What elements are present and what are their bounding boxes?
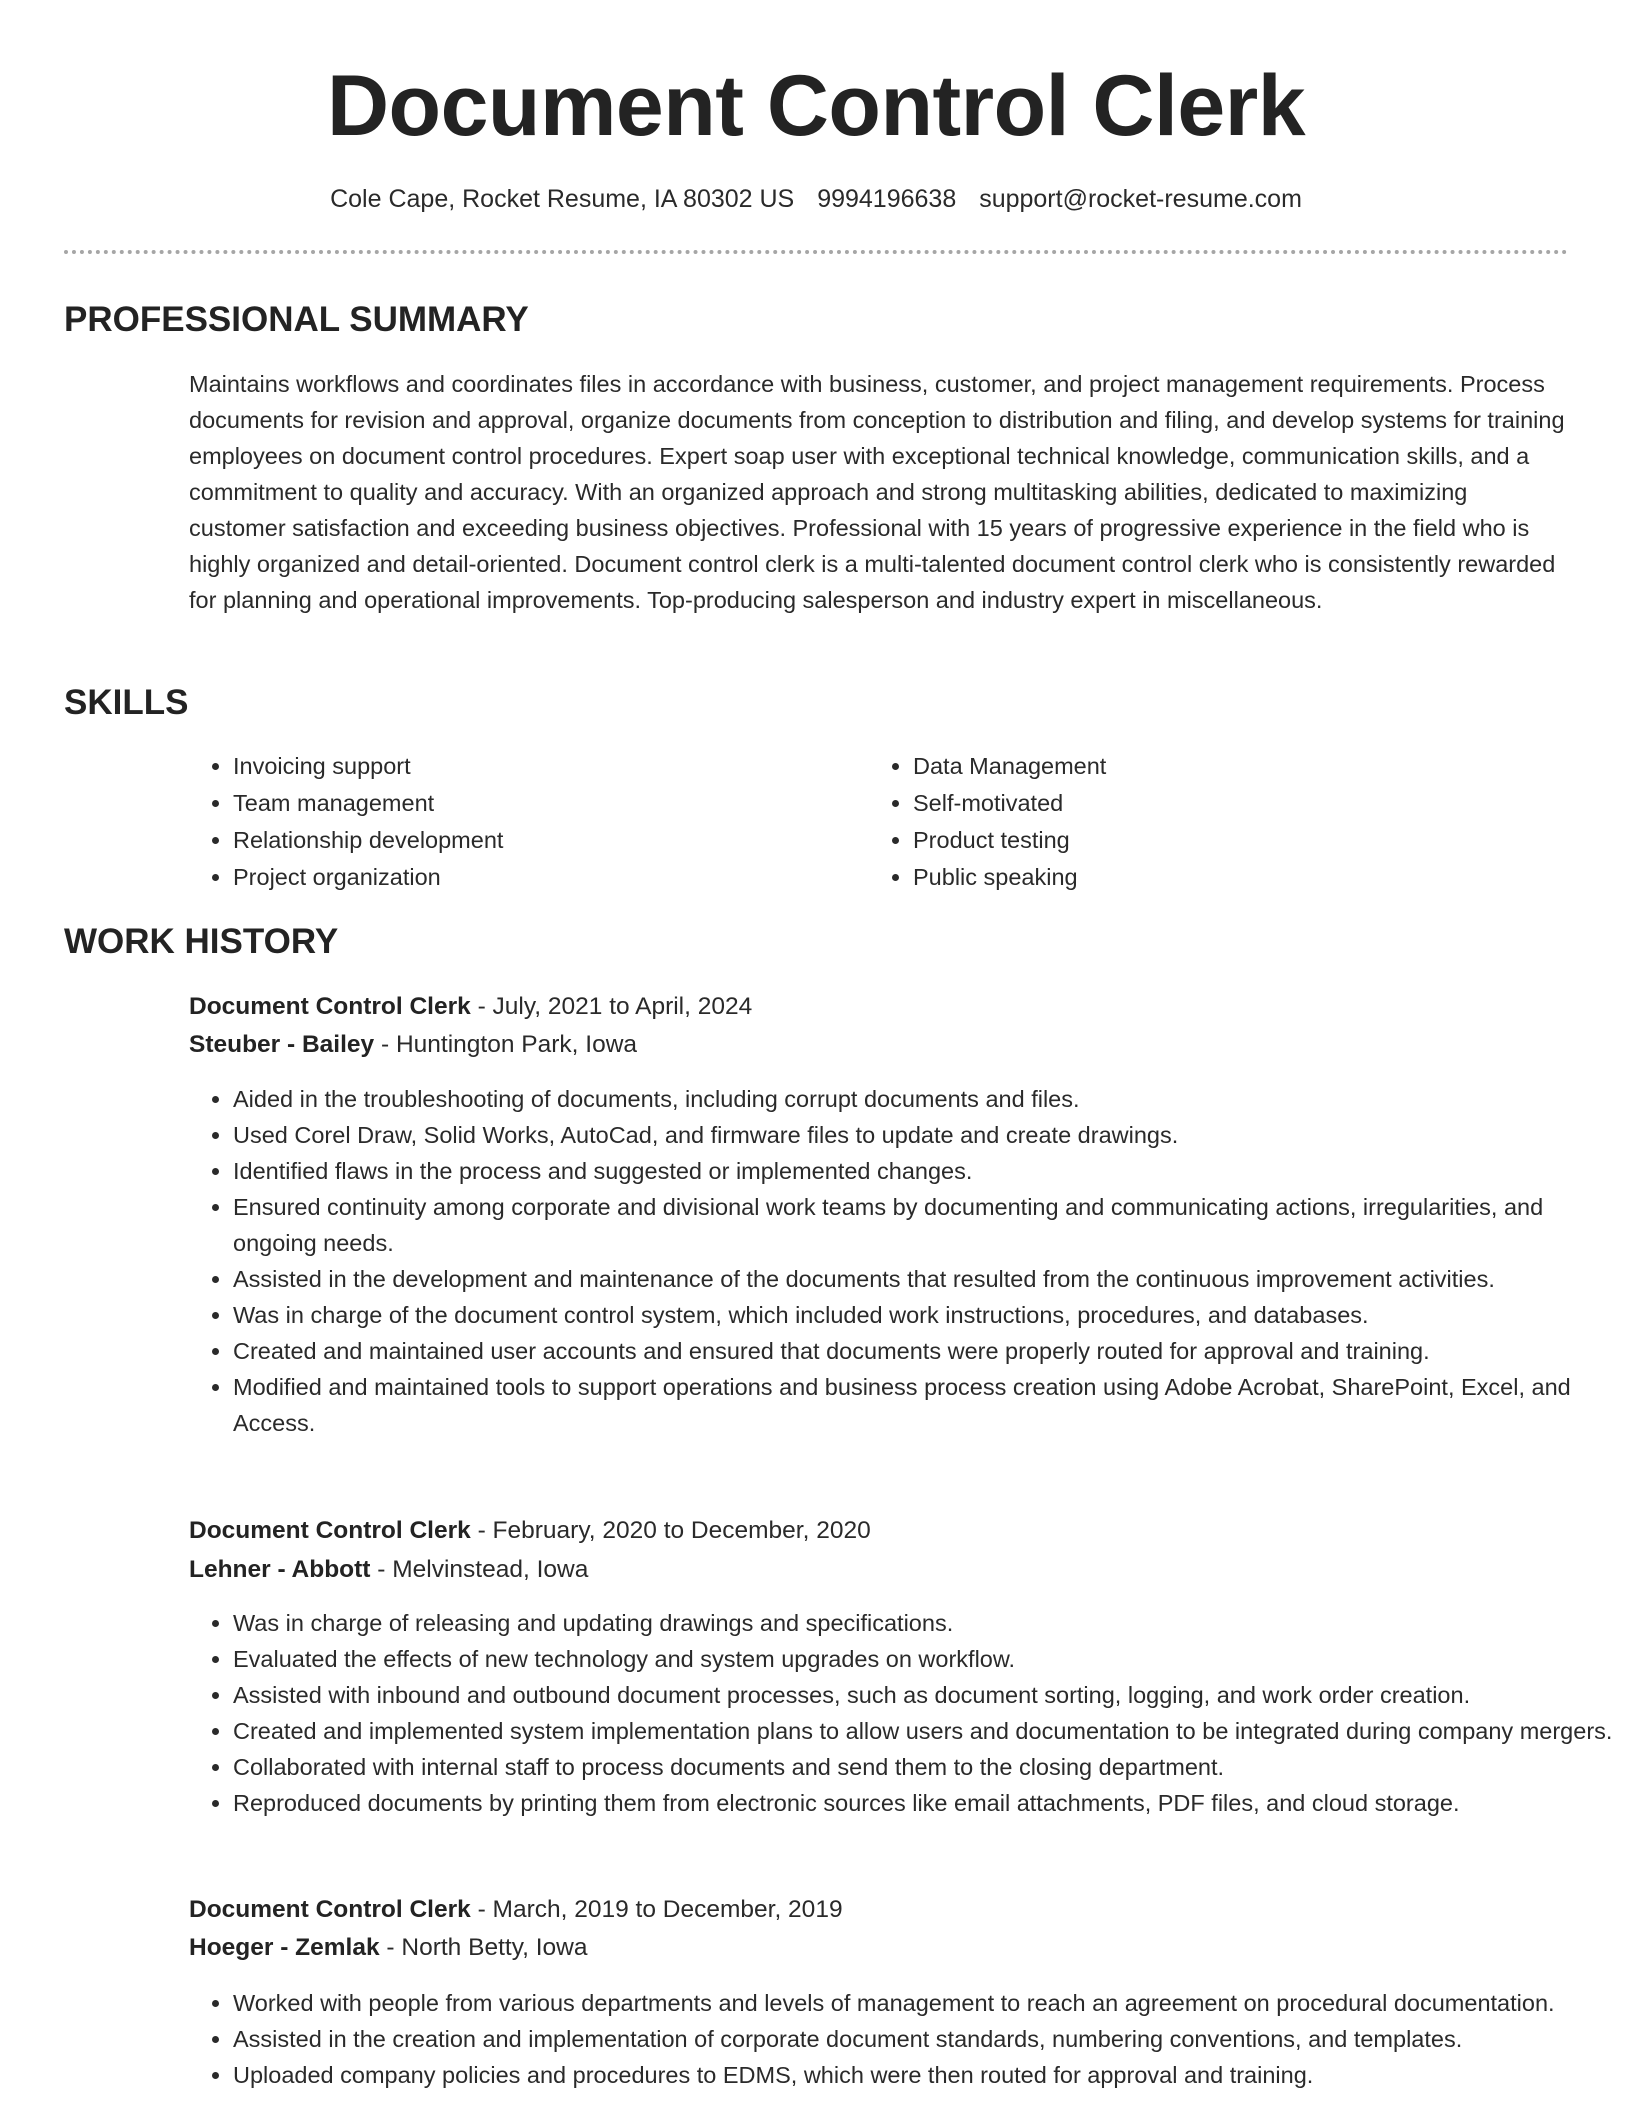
skill-item: • Public speaking	[913, 859, 1106, 896]
work-history-heading: WORK HISTORY	[64, 922, 339, 961]
job-title-line	[189, 989, 752, 1025]
job-location: - North Betty, Iowa	[379, 1934, 588, 1961]
job-bullet: • Used Corel Draw, Solid Works, AutoCad, and firmware files to update and create drawings.	[233, 1117, 1613, 1153]
contact-address: Cole Cape, Rocket Resume, IA 80302 US	[330, 185, 795, 213]
job-location: - Huntington Park, Iowa	[374, 1031, 638, 1058]
skills-list-left	[189, 748, 503, 896]
skills-heading: SKILLS	[64, 683, 189, 722]
job-bullet: • Was in charge of the document control system, which included work instructions, procedures, and databases.	[233, 1297, 1613, 1333]
job-bullets	[189, 1081, 1613, 1441]
job-dates: - March, 2019 to December, 2019	[470, 1896, 843, 1923]
summary-text: Maintains workflows and coordinates files in accordance with business, customer, and project management requirements. Process documents for revision and approval, organize documents from conception to distribution and filing, and develop systems for training employees on document control procedures. Expert soap user with exceptional technical knowledge, communication skills, and a commitment to quality and accuracy. With an organized approach and strong multitasking abilities, dedicated to maximizing customer satisfaction and exceeding business objectives. Professional with 15 years of progressive experience in the field who is highly organized and detail-oriented. Document control clerk is a multi-talented document control clerk who is consistently rewarded for planning and operational improvements. Top-producing salesperson and industry expert in miscellaneous.	[189, 371, 1565, 613]
job-dates: - February, 2020 to December, 2020	[470, 1517, 871, 1544]
job-title-line	[189, 1892, 843, 1928]
job-bullet: • Created and maintained user accounts and ensured that documents were properly routed for approval and training.	[233, 1333, 1613, 1369]
job-title: Document Control Clerk	[189, 1896, 471, 1923]
job-bullet: • Ensured continuity among corporate and divisional work teams by documenting and communicating actions, irregularities, and ongoing needs.	[233, 1189, 1613, 1261]
header-divider	[64, 250, 1568, 254]
contact-phone: 9994196638	[817, 185, 957, 213]
job-company: Lehner - Abbott	[189, 1556, 371, 1583]
job-company: Hoeger - Zemlak	[189, 1934, 380, 1961]
job-bullets	[189, 1985, 1613, 2093]
job-bullet: • Assisted in the development and maintenance of the documents that resulted from the continuous improvement activities.	[233, 1261, 1613, 1297]
job-bullet: • Uploaded company policies and procedures to EDMS, which were then routed for approval and training.	[233, 2057, 1613, 2093]
skill-item: • Team management	[233, 785, 503, 822]
job-bullet: • Reproduced documents by printing them from electronic sources like email attachments, PDF files, and cloud storage.	[233, 1785, 1613, 1821]
skill-item: • Self-motivated	[913, 785, 1106, 822]
job-company-line	[189, 1552, 588, 1588]
job-bullet: • Aided in the troubleshooting of documents, including corrupt documents and files.	[233, 1081, 1613, 1117]
summary-heading: PROFESSIONAL SUMMARY	[64, 300, 529, 339]
job-bullet: • Assisted in the creation and implementation of corporate document standards, numbering conventions, and templates.	[233, 2021, 1613, 2057]
job-company-line	[189, 1930, 588, 1966]
skill-item: • Invoicing support	[233, 748, 503, 785]
job-bullets	[189, 1605, 1613, 1821]
job-bullet: • Assisted with inbound and outbound document processes, such as document sorting, logging, and work order creation.	[233, 1677, 1613, 1713]
job-dates: - July, 2021 to April, 2024	[470, 993, 753, 1020]
skills-list-right	[869, 748, 1106, 896]
job-bullet: • Worked with people from various departments and levels of management to reach an agreement on procedural documentation.	[233, 1985, 1613, 2021]
skill-item: • Product testing	[913, 822, 1106, 859]
job-company-line	[189, 1027, 637, 1063]
contact-email: support@rocket-resume.com	[979, 185, 1302, 213]
job-bullet: • Created and implemented system implementation plans to allow users and documentation to be integrated during company mergers.	[233, 1713, 1613, 1749]
job-title: Document Control Clerk	[189, 1517, 471, 1544]
job-bullet: • Collaborated with internal staff to process documents and send them to the closing department.	[233, 1749, 1613, 1785]
job-title: Document Control Clerk	[189, 993, 471, 1020]
skill-item: • Project organization	[233, 859, 503, 896]
job-location: - Melvinstead, Iowa	[370, 1556, 589, 1583]
job-bullet: • Modified and maintained tools to support operations and business process creation using Adobe Acrobat, SharePoint, Excel, and Access.	[233, 1369, 1613, 1441]
job-company: Steuber - Bailey	[189, 1031, 375, 1058]
job-title-line	[189, 1513, 871, 1549]
job-bullet: • Identified flaws in the process and suggested or implemented changes.	[233, 1153, 1613, 1189]
resume-title: Document Control Clerk	[326, 58, 1306, 154]
job-bullet: • Was in charge of releasing and updating drawings and specifications.	[233, 1605, 1613, 1641]
contact-line	[0, 181, 1632, 217]
skill-item: • Data Management	[913, 748, 1106, 785]
job-bullet: • Evaluated the effects of new technology and system upgrades on workflow.	[233, 1641, 1613, 1677]
skill-item: • Relationship development	[233, 822, 503, 859]
